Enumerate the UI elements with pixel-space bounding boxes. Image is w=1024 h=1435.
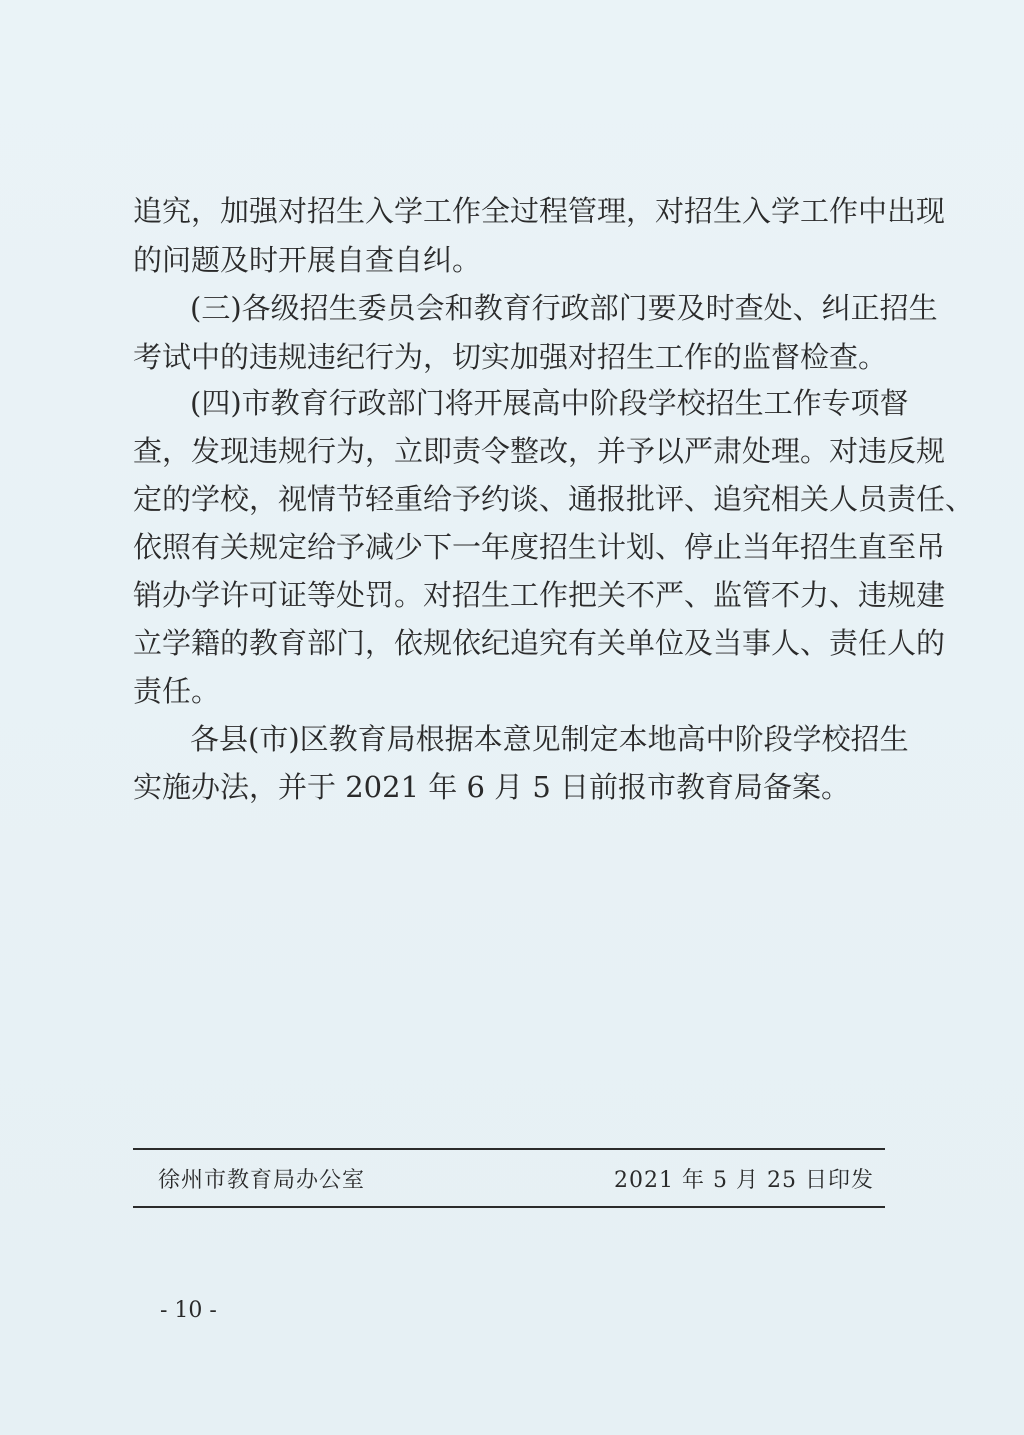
body-line-2: 的问题及时开展自查自纠。 (133, 243, 482, 277)
body-line-1: 追究，加强对招生入学工作全过程管理，对招生入学工作中出现 (133, 194, 946, 228)
body-line-13: 实施办法，并于 2021 年 6 月 5 日前报市教育局备案。 (133, 770, 851, 804)
body-line-4: 考试中的违规违纪行为，切实加强对招生工作的监督检查。 (133, 340, 888, 374)
footer-top-rule (133, 1148, 885, 1150)
body-line-12: 各县(市)区教育局根据本意见制定本地高中阶段学校招生 (190, 722, 909, 756)
footer-bottom-rule (133, 1206, 885, 1208)
body-line-5: (四)市教育行政部门将开展高中阶段学校招生工作专项督 (190, 386, 909, 420)
body-line-10: 立学籍的教育部门，依规依纪追究有关单位及当事人、责任人的 (133, 626, 946, 660)
footer-issuer: 徐州市教育局办公室 (158, 1168, 366, 1193)
body-line-8: 依照有关规定给予减少下一年度招生计划、停止当年招生直至吊 (133, 530, 946, 564)
page-number: - 10 - (160, 1298, 217, 1323)
body-line-6: 查，发现违规行为，立即责令整改，并予以严肃处理。对违反规 (133, 434, 946, 468)
body-line-3: (三)各级招生委员会和教育行政部门要及时查处、纠正招生 (190, 291, 938, 325)
body-line-7: 定的学校，视情节轻重给予约谈、通报批评、追究相关人员责任、 (133, 482, 975, 516)
body-line-9: 销办学许可证等处罚。对招生工作把关不严、监管不力、违规建 (133, 578, 946, 612)
body-line-11: 责任。 (133, 674, 221, 708)
footer-date: 2021 年 5 月 25 日印发 (614, 1168, 874, 1193)
